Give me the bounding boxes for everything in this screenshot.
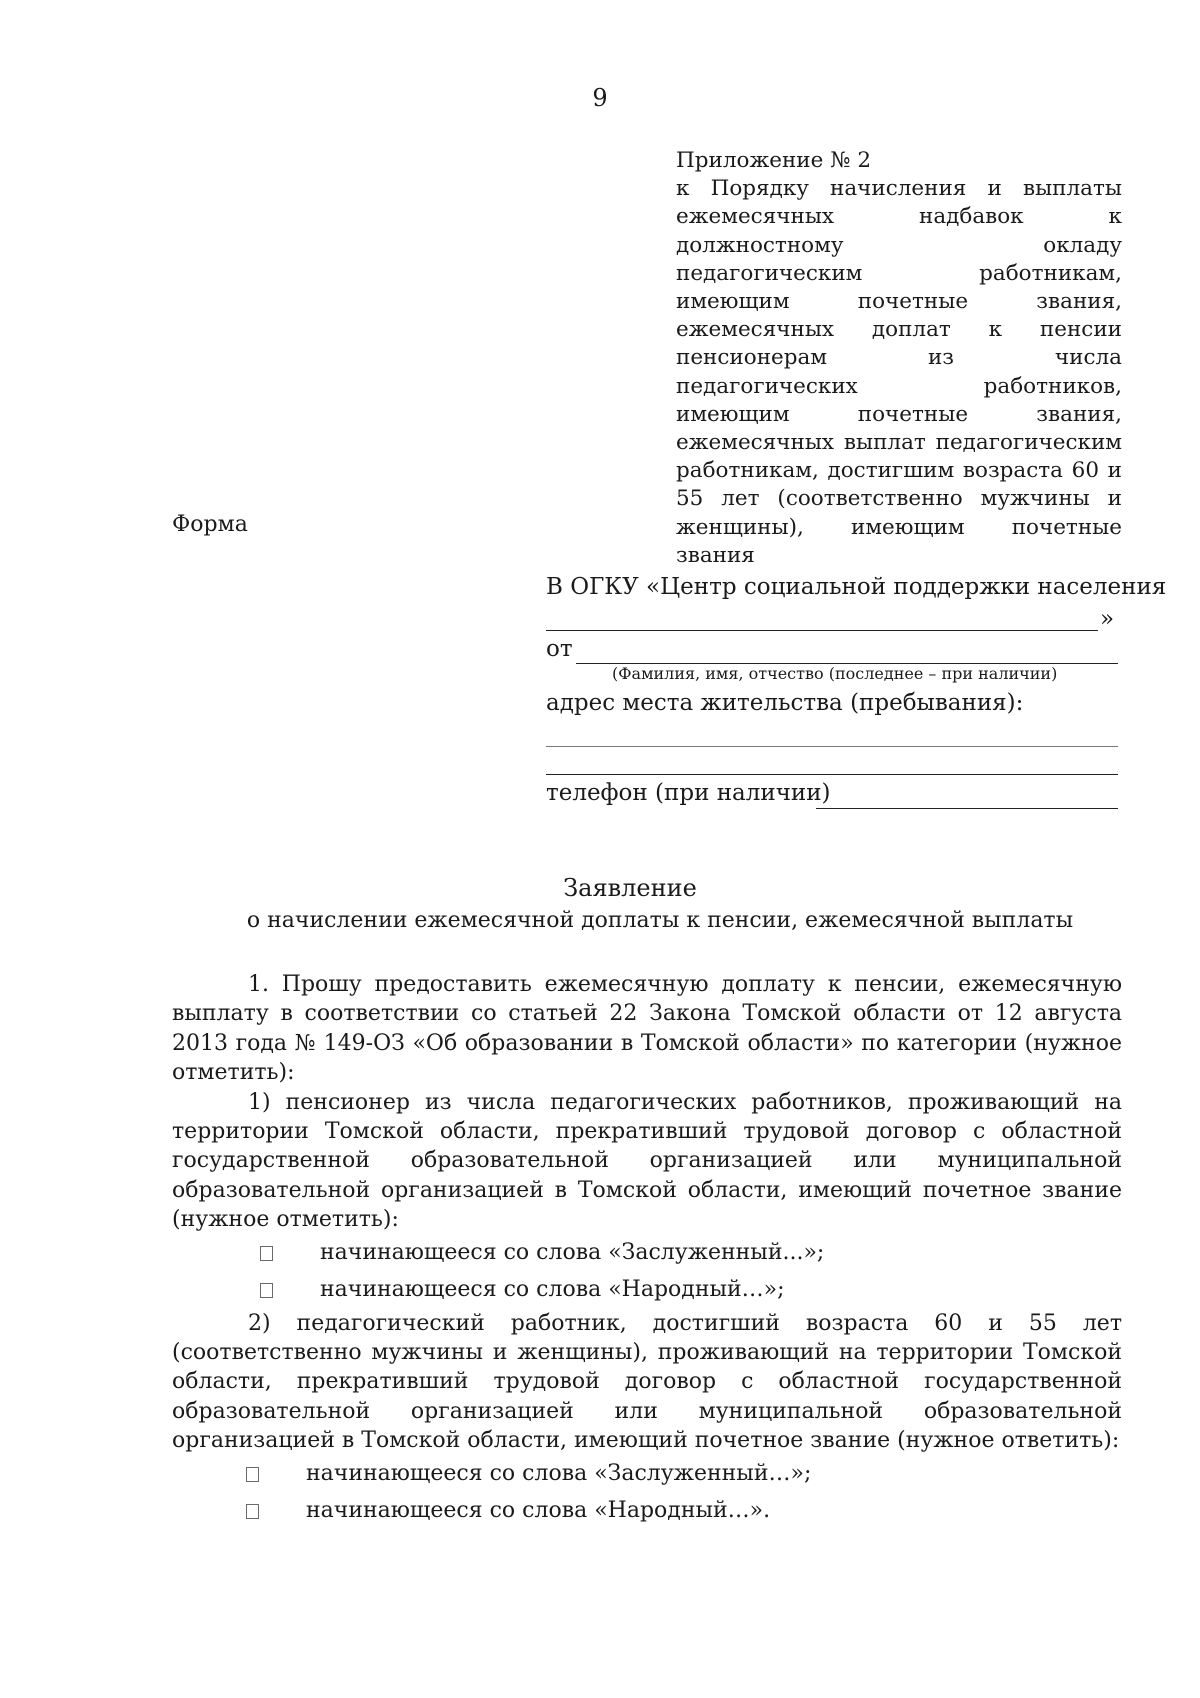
option-cat2-peoples[interactable]: [172, 1493, 1122, 1530]
closing-quote: »: [1100, 606, 1115, 632]
from-label: от: [546, 636, 573, 662]
checkbox-icon[interactable]: [260, 1246, 273, 1261]
phone-field[interactable]: [816, 784, 1118, 809]
checkbox-icon[interactable]: [246, 1467, 259, 1482]
form-label: Форма: [172, 512, 248, 537]
paragraph-category-1: 1) пенсионер из числа педагогических работников, проживающий на территории Томской области, прекративший трудовой договор с областной государственной образовательной организацией или муниципальной образовательной организацией в Томской области, имеющий почетное звание (нужное отметить):: [172, 1089, 1122, 1233]
organization-name-field[interactable]: [546, 602, 1098, 631]
paragraph-category-2: 2) педагогический работник, достигший возраста 60 и 55 лет (соответственно мужчины и женщины), проживающий на территории Томской области, прекративший трудовой договор с областной государственной образовательной организацией или муниципальной образовательной организацией в Томской области, имеющий почетное звание (нужное ответить):: [172, 1310, 1122, 1454]
annex-title: Приложение № 2: [676, 148, 872, 173]
annex-block: [676, 147, 1122, 570]
annex-body: к Порядку начисления и выплаты ежемесячных надбавок к должностному окладу педагогическим работникам, имеющим почетные звания, ежемесячных доплат к пенсии пенсионерам из числа педагогических работников, имеющим почетные звания, ежемесячных выплат педагогическим работникам, достигшим возраста 60 и 55 лет (соответственно мужчины и женщины), имеющим почетные звания: [676, 176, 1122, 568]
option-cat1-honored[interactable]: [172, 1235, 1122, 1272]
option-cat1-peoples[interactable]: [172, 1272, 1122, 1309]
option-label: начинающееся со слова «Заслуженный...»;: [320, 1240, 825, 1266]
fio-hint: (Фамилия, имя, отчество (последнее – при наличии): [612, 664, 1058, 683]
address-field-line-2[interactable]: [546, 754, 1118, 775]
option-label: начинающееся со слова «Народный…».: [306, 1498, 771, 1524]
checkbox-icon[interactable]: [260, 1283, 273, 1298]
checkbox-icon[interactable]: [246, 1504, 259, 1519]
address-label: адрес места жительства (пребывания):: [546, 690, 1024, 716]
phone-label: телефон (при наличии): [546, 780, 831, 806]
option-label: начинающееся со слова «Народный…»;: [320, 1277, 785, 1303]
option-label: начинающееся со слова «Заслуженный…»;: [306, 1461, 812, 1487]
option-cat2-honored[interactable]: [172, 1456, 1122, 1493]
addressee-to-line: В ОГКУ «Центр социальной поддержки населения: [546, 574, 1167, 600]
page-number: 9: [592, 84, 608, 112]
paragraph-1: 1. Прошу предоставить ежемесячную доплату к пенсии, ежемесячную выплату в соответствии со статьей 22 Закона Томской области от 12 августа 2013 года № 149-ОЗ «Об образовании в Томской области» по категории (нужное отметить):: [172, 972, 1122, 1086]
document-subtitle: о начислении ежемесячной доплаты к пенсии, ежемесячной выплаты: [246, 908, 1074, 933]
applicant-name-field[interactable]: [576, 634, 1118, 664]
document-title: Заявление: [563, 874, 697, 902]
document-body: [172, 970, 1122, 1530]
address-field-line-1[interactable]: [546, 726, 1118, 747]
